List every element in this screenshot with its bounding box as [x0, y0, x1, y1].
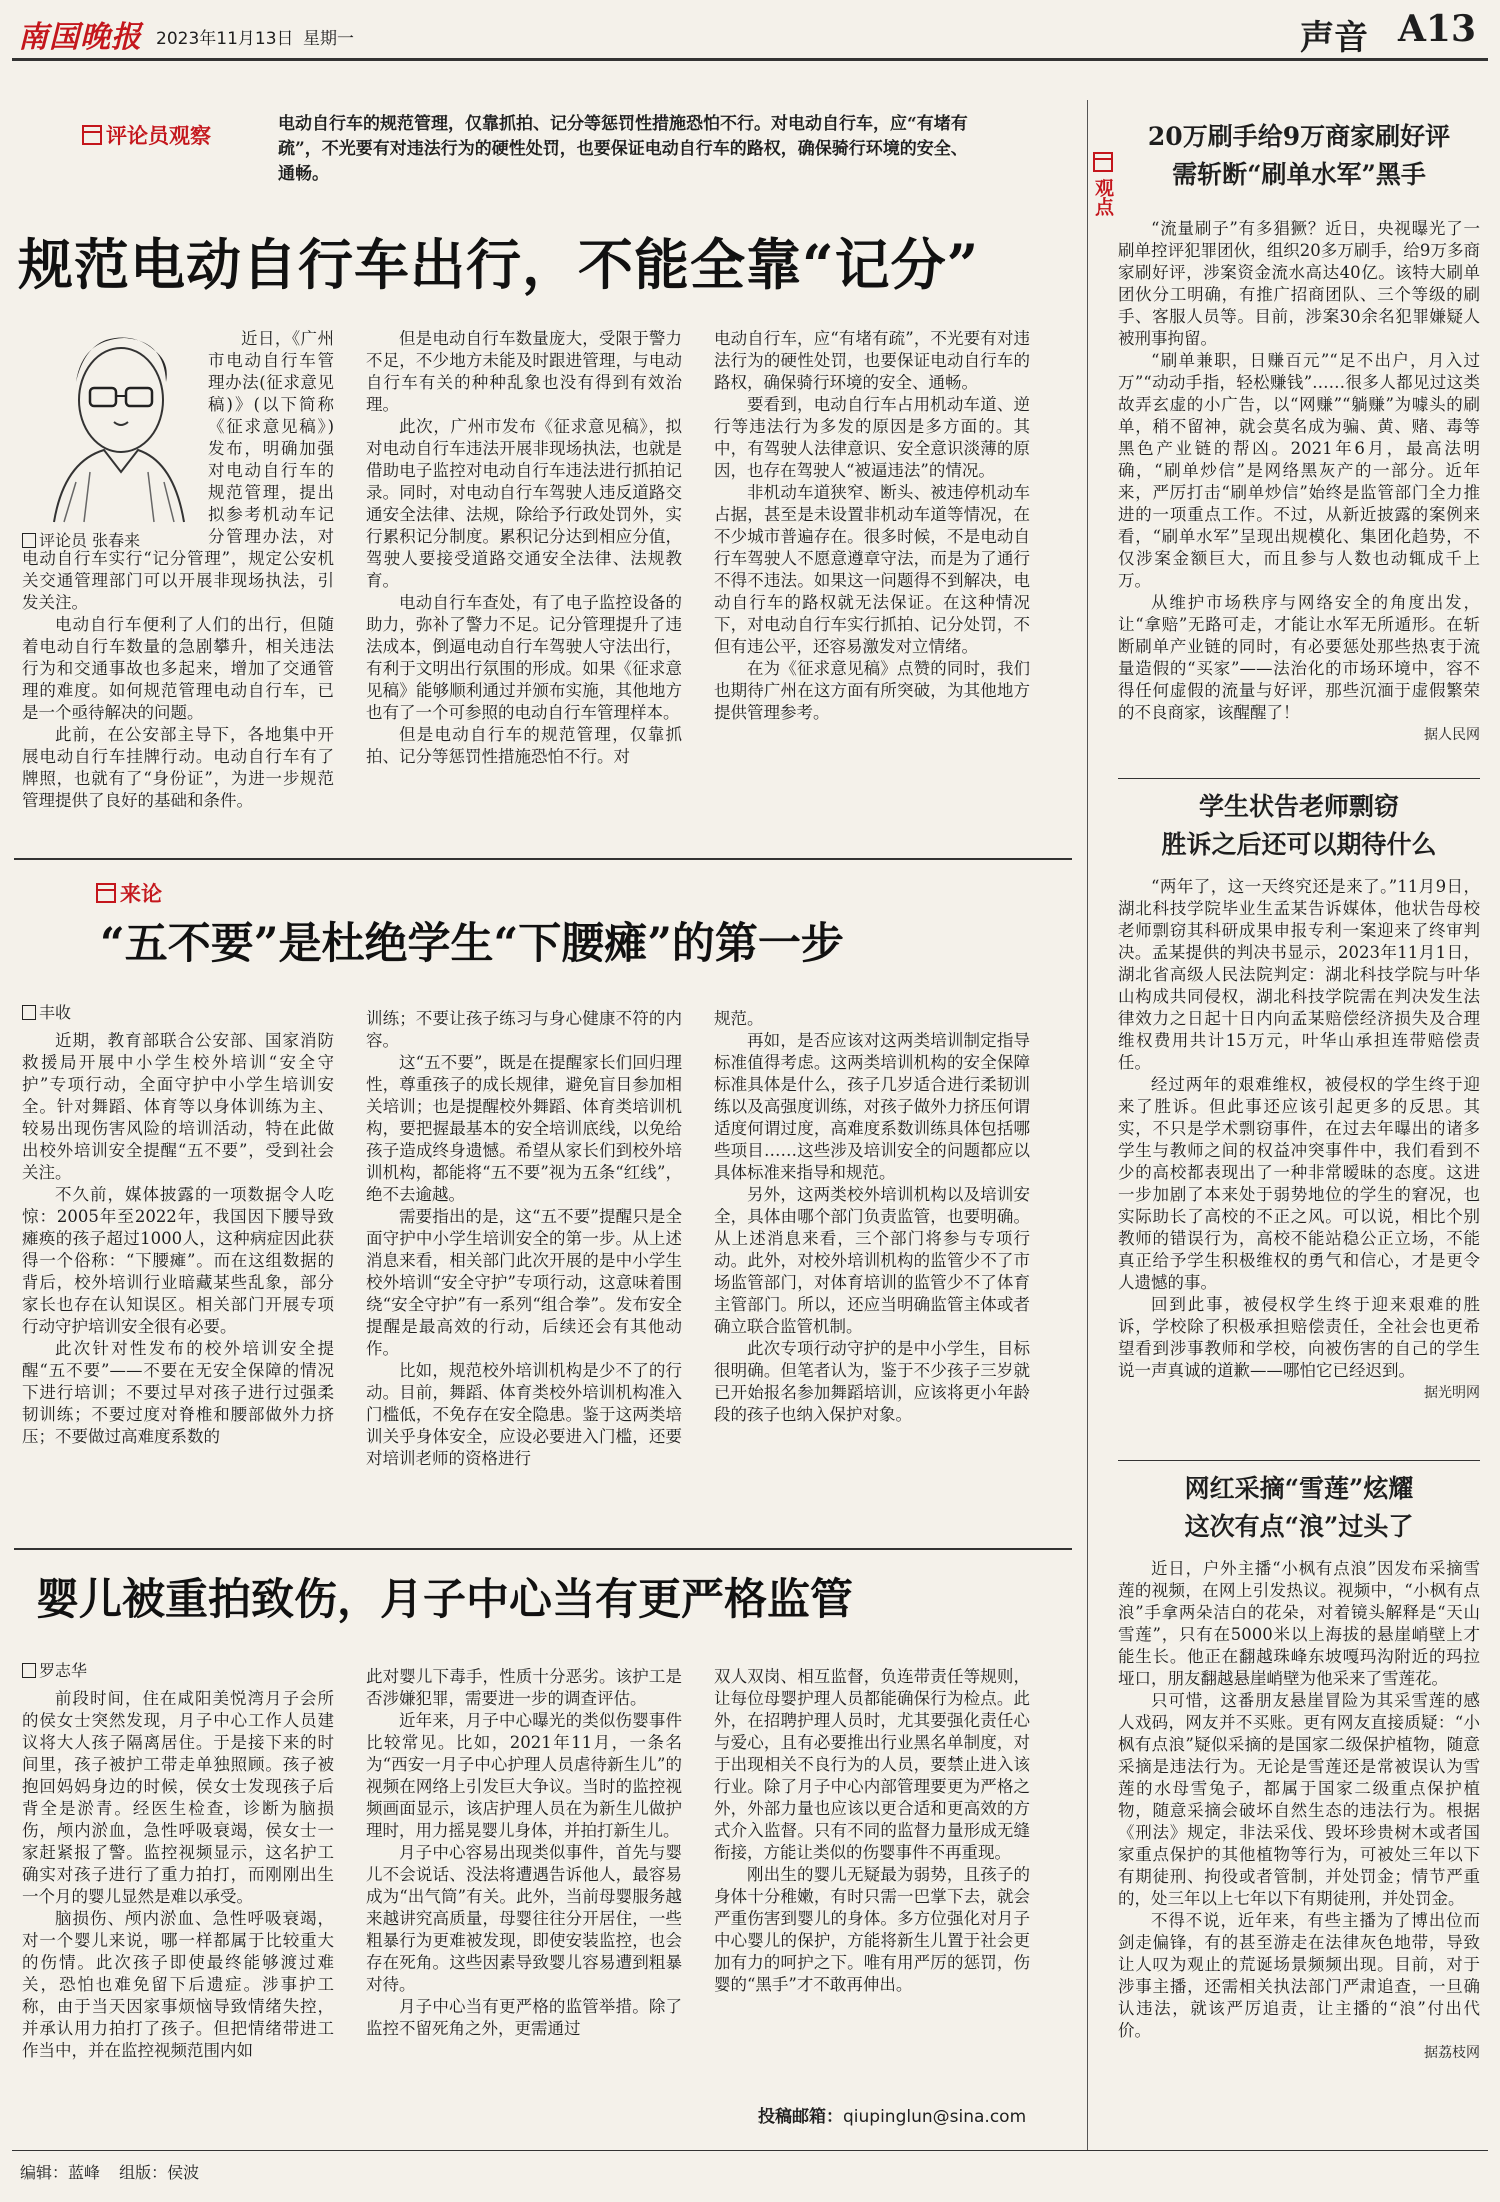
sidebar-divider — [1118, 1460, 1480, 1461]
column-divider — [1087, 100, 1088, 2150]
article-divider — [14, 858, 1072, 860]
paragraph: “流量刷子”有多猖獗？近日，央视曝光了一刷单控评犯罪团伙，组织20多万刷手，给9万多商家刷好评，涉案资金流水高达40亿。该特大刷单团伙分工明确，有推广招商团队、三个等级的刷手、客服人员等。目前，涉案30余名犯罪嫌疑人被刑事拘留。 — [1118, 219, 1480, 348]
article1-col1-rest — [22, 614, 334, 812]
section-name: 声音 — [1300, 18, 1368, 58]
paragraph: 训练；不要让孩子练习与身心健康不符的内容。 — [366, 1009, 682, 1050]
story-title-line: 20万刷手给9万商家刷好评 — [1147, 122, 1451, 151]
paragraph: 此前，在公安部主导下，各地集中开展电动自行车挂牌行动。电动自行车有了牌照，也就有了“身份证”，为进一步规范管理提供了良好的基础和条件。 — [22, 725, 334, 810]
paragraph: 在为《征求意见稿》点赞的同时，我们也期待广州在这方面有所突破，为其他地方提供管理参考。 — [714, 659, 1030, 722]
footer-layout: 组版：侯波 — [119, 2163, 200, 2182]
paragraph: 此次针对性发布的校外培训安全提醒“五不要”——不要在无安全保障的情况下进行培训；不要过早对孩子进行过强柔韧训练；不要过度对脊椎和腰部做外力挤压；不要做过高难度系数的 — [22, 1339, 334, 1446]
section-label-text: 评论员观察 — [106, 124, 211, 148]
footer-editor: 编辑：蓝峰 — [20, 2163, 101, 2182]
article2-author: 丰收 — [22, 1002, 71, 1024]
article1-col2 — [366, 328, 682, 768]
page-number: A13 — [1398, 8, 1477, 50]
paragraph: 电动自行车便利了人们的出行，但随着电动自行车数量的急剧攀升，相关违法行为和交通事故也多起来，增加了交通管理的难度。如何规范管理电动自行车，已是一个亟待解决的问题。 — [22, 615, 334, 722]
sidebar-divider — [1118, 778, 1480, 779]
article3-col2 — [366, 1666, 682, 2040]
story-title-line: 胜诉之后还可以期待什么 — [1161, 830, 1437, 859]
masthead-date: 2023年11月13日 — [156, 29, 294, 49]
paragraph: 比如，规范校外培训机构是少不了的行动。目前，舞蹈、体育类校外培训机构准入门槛低，不免存在安全隐患。鉴于这两类培训关乎身体安全，应设必要进入门槛，还要对培训老师的资格进行 — [366, 1361, 682, 1468]
paragraph: 前段时间，住在咸阳美悦湾月子会所的侯女士突然发现，月子中心工作人员建议将大人孩子隔离居住。于是接下来的时间里，孩子被护工带走单独照顾。孩子被抱回妈妈身边的时候，侯女士发现孩子后背全是淤青。经医生检查，诊断为脑损伤，颅内淤血，急性呼吸衰竭，侯女士一家赶紧报了警。监控视频显示，这名护工确实对孩子进行了重力拍打，而刚刚出生一个月的婴儿显然是难以承受。 — [22, 1689, 334, 1906]
article1-title: 规范电动自行车出行，不能全靠“记分” — [18, 232, 980, 297]
paragraph: 要看到，电动自行车占用机动车道、逆行等违法行为多发的原因是多方面的。其中，有驾驶人法律意识、安全意识淡薄的原因，也存在驾驶人“被逼违法”的情况。 — [714, 395, 1030, 480]
article2-title: “五不要”是杜绝学生“下腰瘫”的第一步 — [100, 919, 844, 969]
paragraph: 只可惜，这番朋友悬崖冒险为其采雪莲的感人戏码，网友并不买账。更有网友直接质疑：“小枫有点浪”疑似采摘的是国家二级保护植物，随意采摘是违法行为。无论是雪莲还是常被误认为雪莲的水母雪兔子，都属于国家二级重点保护植物，随意采摘会破坏自然生态的违法行为。根据《刑法》规定，非法采伐、毁坏珍贵树木或者国家重点保护的其他植物等行为，可被处三年以下有期徒刑、拘役或者管制，并处罚金；情节严重的，处三年以上七年以下有期徒刑，并处罚金。 — [1118, 1691, 1480, 1908]
paragraph: “两年了，这一天终究还是来了。”11月9日，湖北科技学院毕业生孟某告诉媒体，他状告母校老师剽窃其科研成果申报专利一案迎来了终审判决。孟某提供的判决书显示，2023年11月1日，湖北省高级人民法院判定：湖北科技学院与叶华山构成共同侵权，湖北科技学院需在判决发生法律效力之日起十日内向孟某赔偿经济损失及合理维权费用共计15万元，叶华山承担连带赔偿责任。 — [1118, 877, 1480, 1072]
masthead-rule — [12, 58, 1488, 61]
masthead-logo: 南国晚报 — [18, 20, 142, 55]
email-label: 投稿邮箱： — [758, 2107, 843, 2127]
article-divider — [14, 1548, 1072, 1550]
article2-col3 — [714, 1008, 1030, 1426]
paragraph: 此对婴儿下毒手，性质十分恶劣。该护工是否涉嫌犯罪，需要进一步的调查评估。 — [366, 1667, 682, 1708]
story-source: 据光明网 — [1424, 1385, 1480, 1401]
paragraph: “刷单兼职，日赚百元”“足不出户，月入过万”“动动手指，轻松赚钱”……很多人都见过这类故弄玄虚的小广告，以“网赚”“躺赚”为噱头的刷单，稍不留神，就会莫名成为骗、黄、赌、毒等黑色产业链的帮凶。2021年6月，最高法明确，“刷单炒信”是网络黑灰产的一部分。近年来，严厉打击“刷单炒信”始终是监管部门全力推进的一项重点工作。不过，从新近披露的案例来看，“刷单水军”呈现出规模化、集团化趋势，不仅涉案金额巨大，而且参与人数也动辄成千上万。 — [1118, 351, 1480, 590]
sidebar-story-1 — [1118, 118, 1480, 744]
story-title — [1118, 788, 1480, 864]
article3-col3 — [714, 1666, 1030, 1996]
author-box-icon — [22, 1005, 36, 1020]
paragraph: 回到此事，被侵权学生终于迎来艰难的胜诉，学校除了积极承担赔偿责任，全社会也更希望看到涉事教师和学校，向被伤害的自己的学生说一声真诚的道歉——哪怕它已经迟到。 — [1118, 1295, 1480, 1380]
section-box-icon — [96, 883, 116, 903]
story-body — [1118, 1558, 1480, 2042]
story-title-line: 网红采摘“雪莲”炫耀 — [1184, 1474, 1414, 1503]
paragraph: 再如，是否应该对这两类培训制定指导标准值得考虑。这两类培训机构的安全保障标准具体是什么，孩子几岁适合进行柔韧训练以及高强度训练，对孩子做外力挤压何谓适度何谓过度，高难度系数训练具体包括哪些项目……这些涉及培训安全的问题都应以具体标准来指导和规范。 — [714, 1031, 1030, 1182]
article1-deck: 电动自行车的规范管理，仅靠抓拍、记分等惩罚性措施恐怕不行。对电动自行车，应“有堵有疏”，不光要有对违法行为的硬性处罚，也要保证电动自行车的路权，确保骑行环境的安全、通畅。 — [278, 114, 968, 184]
submission-email — [758, 2102, 1026, 2127]
paragraph: 月子中心当有更严格的监管举措。除了监控不留死角之外，更需通过 — [366, 1997, 682, 2038]
section-label-commentary — [82, 120, 211, 150]
article3-author: 罗志华 — [22, 1660, 87, 1682]
paragraph: 不得不说，近年来，有些主播为了博出位而剑走偏锋，有的甚至游走在法律灰色地带，导致让人叹为观止的荒诞场景频频出现。目前，对于涉事主播，还需相关执法部门严肃追查，一旦确认违法，就该严厉追责，让主播的“浪”付出代价。 — [1118, 1911, 1480, 2040]
story-title — [1118, 118, 1480, 194]
paragraph: 近日，《广州市电动自行车管理办法(征求意见稿)》(以下简称《征求意见稿》)发布，明确加强对电动自行车的规范管理，提出拟参考机动车记分管理办法，对电动自行车实行“记分管理”，规定公安机关交通管理部门可以开展非现场执法，引发关注。 — [22, 329, 334, 612]
story-title-line: 这次有点“浪”过头了 — [1184, 1512, 1414, 1541]
paragraph: 非机动车道狭窄、断头、被违停机动车占据，甚至是未设置非机动车道等情况，在不少城市普遍存在。很多时候，不是电动自行车驾驶人不愿意遵章守法，而是为了通行不得不违法。如果这一问题得不到解决，电动自行车的路权就无法保证。在这种情况下，对电动自行车实行抓拍、记分处罚，不但有违公平，还容易激发对立情绪。 — [714, 483, 1030, 656]
paragraph: 此次专项行动守护的是中小学生，目标很明确。但笔者认为，鉴于不少孩子三岁就已开始报名参加舞蹈培训，应该将更小年龄段的孩子也纳入保护对象。 — [714, 1339, 1030, 1424]
article3-title: 婴儿被重拍致伤，月子中心当有更严格监管 — [36, 1575, 853, 1625]
paragraph: 这“五不要”，既是在提醒家长们回归理性，尊重孩子的成长规律，避免盲目参加相关培训；也是提醒校外舞蹈、体育类培训机构，要把握最基本的安全培训底线，以免给孩子造成终身遗憾。希望从家长们到校外培训机构，都能将“五不要”视为五条“红线”，绝不去逾越。 — [366, 1053, 682, 1204]
paragraph: 脑损伤、颅内淤血、急性呼吸衰竭，对一个婴儿来说，哪一样都属于比较重大的伤情。此次孩子即使最终能够渡过难关，恐怕也难免留下后遗症。涉事护工称，由于当天因家事烦恼导致情绪失控，并承认用力拍打了孩子。但把情绪带进工作当中，并在监控视频范围内如 — [22, 1909, 334, 2060]
paragraph: 但是电动自行车数量庞大，受限于警力不足，不少地方未能及时跟进管理，与电动自行车有关的种种乱象也没有得到有效治理。 — [366, 329, 682, 414]
paragraph: 近年来，月子中心曝光的类似伤婴事件比较常见。比如，2021年11月，一条名为“西安一月子中心护理人员虐待新生儿”的视频在网络上引发巨大争议。当时的监控视频画面显示，该店护理人员在为新生儿做护理时，用力摇晃婴儿身体，并拍打新生儿。 — [366, 1711, 682, 1840]
section-label-opinion — [96, 878, 162, 908]
story-title — [1118, 1470, 1480, 1546]
story-title-line: 需斩断“刷单水军”黑手 — [1172, 160, 1426, 189]
section-box-icon — [82, 125, 102, 145]
masthead-weekday: 星期一 — [303, 29, 354, 49]
paragraph: 此次，广州市发布《征求意见稿》，拟对电动自行车违法开展非现场执法，也就是借助电子监控对电动自行车违法进行抓拍记录。同时，对电动自行车驾驶人违反道路交通安全法律、法规，除给予行政处罚外，实行累积记分制度。累积记分达到相应分值，驾驶人要接受道路交通安全法律、法规教育。 — [366, 417, 682, 590]
paragraph: 近期，教育部联合公安部、国家消防救援局开展中小学生校外培训“安全守护”专项行动，全面守护中小学生培训安全。针对舞蹈、体育等以身体训练为主、较易出现伤害风险的培训活动，特在此做出校外培训安全提醒“五不要”，受到社会关注。 — [22, 1031, 334, 1182]
author-box-icon — [22, 1663, 36, 1678]
article3-col1 — [22, 1688, 334, 2062]
sidebar-story-2 — [1118, 788, 1480, 1402]
article2-col2 — [366, 1008, 682, 1470]
footer — [20, 2160, 199, 2183]
paragraph: 月子中心容易出现类似事件，首先与婴儿不会说话、没法将遭遇告诉他人，最容易成为“出气筒”有关。此外，当前母婴服务越来越讲究高质量，母婴往往分开居住，一些粗暴行为更难被发现，即使安装监控，也会存在死角。这些因素导致婴儿容易遭到粗暴对待。 — [366, 1843, 682, 1994]
article1-col1 — [22, 328, 334, 812]
paragraph: 双人双岗、相互监督，负连带责任等规则，让每位母婴护理人员都能确保行为检点。此外，在招聘护理人员时，尤其要强化责任心与爱心，且有必要推出行业黑名单制度，对于出现相关不良行为的人员，要禁止进入该行业。除了月子中心内部管理要更为严格之外，外部力量也应该以更合适和更高效的方式介入监督。只有不同的监督力量形成无缝衔接，方能让类似的伤婴事件不再重现。 — [714, 1667, 1030, 1862]
sidebar-label — [1090, 152, 1116, 216]
footer-rule — [12, 2150, 1488, 2151]
paragraph: 近日，户外主播“小枫有点浪”因发布采摘雪莲的视频，在网上引发热议。视频中，“小枫有点浪”手拿两朵洁白的花朵，对着镜头解释是“天山雪莲”，只有在5000米以上海拔的悬崖峭壁上才能生长。他正在翻越珠峰东坡嘎玛沟附近的玛拉垭口，朋友翻越悬崖峭壁为他采来了雪莲花。 — [1118, 1559, 1480, 1688]
sidebar-label-text: 观点 — [1092, 178, 1114, 216]
paragraph: 另外，这两类校外培训机构以及培训安全，具体由哪个部门负责监管，也要明确。从上述消息来看，三个部门将参与专项行动。此外，对校外培训机构的监管少不了市场监管部门，对体育培训的监管少不了体育主管部门。所以，还应当明确监管主体或者确立联合监管机制。 — [714, 1185, 1030, 1336]
paragraph: 不久前，媒体披露的一项数据令人吃惊：2005年至2022年，我国因下腰导致瘫痪的孩子超过1000人，这种病症因此获得一个俗称：“下腰瘫”。而在这组数据的背后，校外培训行业暗藏某些乱象，部分家长也存在认知误区。相关部门开展专项行动守护培训安全很有必要。 — [22, 1185, 334, 1336]
article2-col1 — [22, 1030, 334, 1448]
story-source: 据人民网 — [1424, 727, 1480, 743]
paragraph: 从维护市场秩序与网络安全的角度出发，让“拿赔”无路可走，才能让水军无所遁形。在斩断刷单产业链的同时，有必要惩处那些热衷于流量造假的“买家”——法治化的市场环境中，容不得任何虚假的流量与好评，那些沉湎于虚假繁荣的不良商家，该醒醒了！ — [1118, 593, 1480, 722]
paragraph: 规范。 — [714, 1009, 764, 1028]
paragraph: 刚出生的婴儿无疑最为弱势，且孩子的身体十分稚嫩，有时只需一巴掌下去，就会严重伤害到婴儿的身体。多方位强化对月子中心婴儿的保护，方能将新生儿置于社会更加有力的呵护之下。唯有用严厉的惩罚，伤婴的“黑手”才不敢再伸出。 — [714, 1865, 1030, 1994]
story-body — [1118, 218, 1480, 724]
masthead — [0, 0, 1500, 60]
paragraph: 电动自行车查处，有了电子监控设备的助力，弥补了警力不足。记分管理提升了违法成本，倒逼电动自行车驾驶人守法出行，有利于文明出行氛围的形成。如果《征求意见稿》能够顺利通过并颁布实施，其他地方也有了一个可参照的电动自行车管理样本。 — [366, 593, 682, 722]
paragraph: 电动自行车，应“有堵有疏”，不光要有对违法行为的硬性处罚，也要保证电动自行车的路权，确保骑行环境的安全、通畅。 — [714, 329, 1030, 392]
section-box-icon — [1093, 152, 1113, 172]
article1-col3 — [714, 328, 1030, 724]
portrait-spacer — [22, 328, 208, 532]
paragraph: 经过两年的艰难维权，被侵权的学生终于迎来了胜诉。但此事还应该引起更多的反思。其实，不只是学术剽窃事件，在过去年曝出的诸多学生与教师之间的权益冲突事件中，我们看到不少的高校都表现出了一种非常暧昧的态度。这进一步加剧了本来处于弱势地位的学生的窘况，也实际助长了高校的不正之风。可以说，相比个别教师的错误行为，高校不能站稳公正立场，不能真正给予学生积极维权的勇气和信心，才是更令人遗憾的事。 — [1118, 1075, 1480, 1292]
paragraph: 需要指出的是，这“五不要”提醒只是全面守护中小学生培训安全的第一步。从上述消息来看，相关部门此次开展的是中小学生校外培训“安全守护”专项行动，这意味着围绕“安全守护”有一系列“组合拳”。发布安全提醒是最高效的行动，后续还会有其他动作。 — [366, 1207, 682, 1358]
story-title-line: 学生状告老师剽窃 — [1198, 792, 1399, 821]
story-source: 据荔枝网 — [1424, 2045, 1480, 2061]
sidebar-story-3 — [1118, 1470, 1480, 2062]
email-address[interactable]: qiupinglun@sina.com — [843, 2107, 1027, 2127]
paragraph: 但是电动自行车的规范管理，仅靠抓拍、记分等惩罚性措施恐怕不行。对 — [366, 725, 682, 766]
story-body — [1118, 876, 1480, 1382]
article1-author: 评论员 张春来 — [22, 530, 140, 552]
section-label-text: 来论 — [120, 882, 162, 906]
